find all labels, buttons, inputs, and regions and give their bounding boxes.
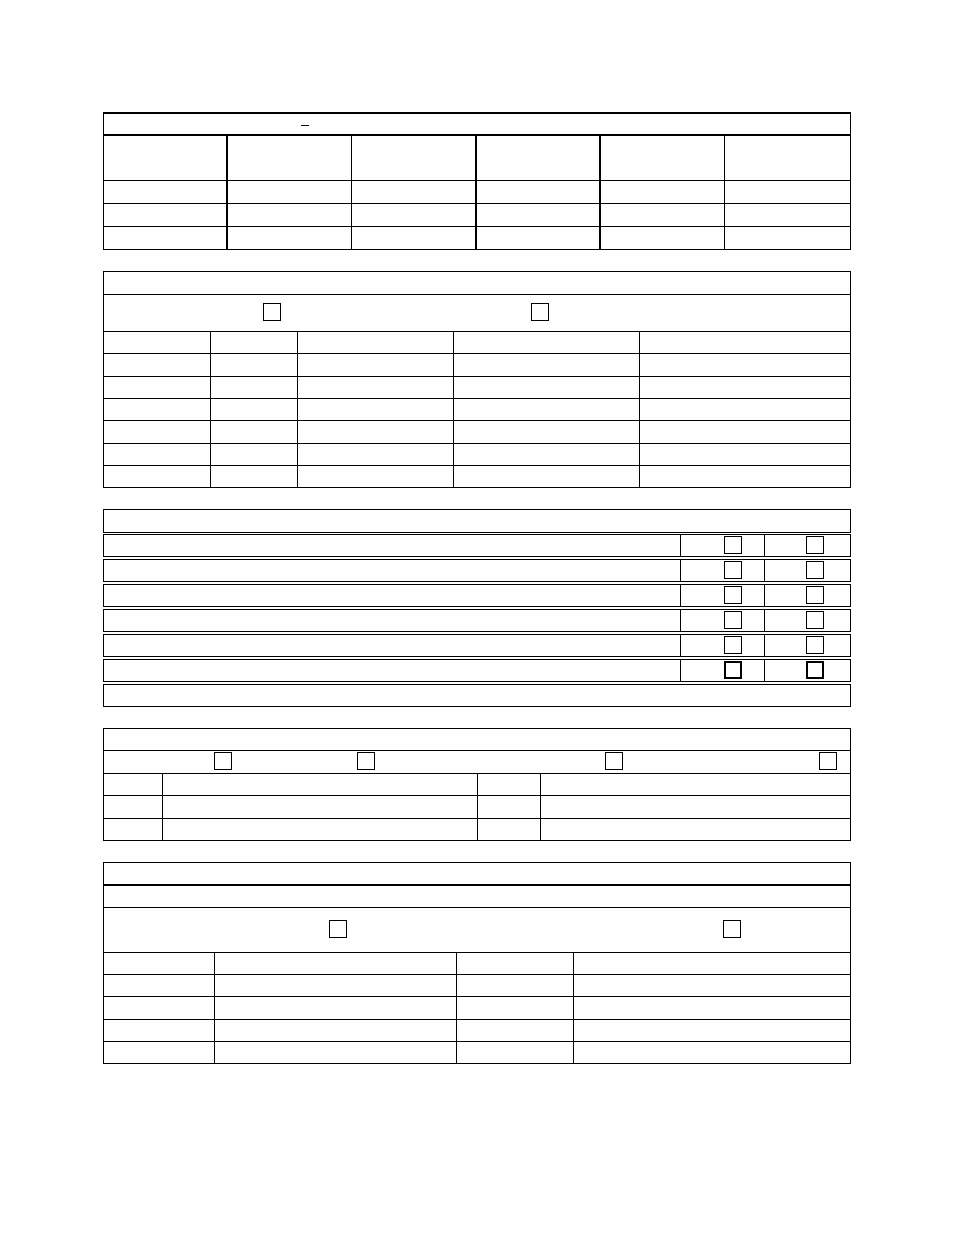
section-3-row-1-checkbox-1[interactable] bbox=[724, 536, 742, 554]
section-3-row-5-checkbox-2[interactable] bbox=[806, 636, 824, 654]
section-3-row-4-checkbox-1[interactable] bbox=[724, 611, 742, 629]
section-3-row-3-checkbox-1[interactable] bbox=[724, 586, 742, 604]
section-2-table bbox=[103, 271, 851, 488]
section-3-col-line bbox=[764, 584, 765, 607]
section-4-checkbox-4[interactable] bbox=[819, 752, 837, 770]
section-2-row-line bbox=[103, 376, 851, 377]
section-2-col-line bbox=[210, 331, 211, 487]
section-3-col-line bbox=[680, 584, 681, 607]
section-4-header-divider bbox=[103, 750, 851, 751]
section-3-footer-row bbox=[103, 684, 851, 707]
section-3-row-6-checkbox-1[interactable] bbox=[724, 661, 742, 679]
section-3-row-4-checkbox-2[interactable] bbox=[806, 611, 824, 629]
section-2-row-line bbox=[103, 331, 851, 332]
section-1-row-line bbox=[103, 203, 851, 204]
section-1-row-line bbox=[103, 226, 851, 227]
section-5-checkbox-1[interactable] bbox=[329, 920, 347, 938]
section-4-checkbox-1[interactable] bbox=[214, 752, 232, 770]
section-5-col-line bbox=[573, 952, 574, 1063]
section-3-row-3-checkbox-2[interactable] bbox=[806, 586, 824, 604]
section-2-row-line bbox=[103, 465, 851, 466]
section-5-col-line bbox=[456, 952, 457, 1063]
section-3-row-2-checkbox-2[interactable] bbox=[806, 561, 824, 579]
section-4-col-line bbox=[477, 773, 478, 840]
section-3-col-line bbox=[680, 634, 681, 657]
section-2-checkbox-2[interactable] bbox=[531, 303, 549, 321]
section-5-col-line bbox=[214, 952, 215, 1063]
section-3-col-line bbox=[680, 609, 681, 632]
section-2-row-line bbox=[103, 398, 851, 399]
section-3-col-line bbox=[764, 559, 765, 582]
section-5-header-divider bbox=[103, 884, 851, 886]
section-2-col-line bbox=[453, 331, 454, 487]
section-1-row-line bbox=[103, 180, 851, 181]
section-4-col-line bbox=[162, 773, 163, 840]
section-1-col-line bbox=[226, 135, 228, 249]
section-2-checkbox-1[interactable] bbox=[263, 303, 281, 321]
section-3-header bbox=[103, 509, 851, 533]
section-1-header-divider bbox=[103, 134, 851, 136]
section-3-col-line bbox=[680, 659, 681, 682]
section-3-col-line bbox=[680, 534, 681, 557]
section-1-col-line bbox=[599, 135, 601, 249]
section-1-col-line bbox=[724, 135, 725, 249]
section-3-col-line bbox=[764, 534, 765, 557]
section-3-col-line bbox=[764, 659, 765, 682]
section-5-checkbox-2[interactable] bbox=[723, 920, 741, 938]
section-3-col-line bbox=[680, 559, 681, 582]
section-3-col-line bbox=[764, 609, 765, 632]
section-3-row-1-checkbox-2[interactable] bbox=[806, 536, 824, 554]
section-5-table bbox=[103, 862, 851, 1064]
section-2-row-line bbox=[103, 420, 851, 421]
section-5-row-line bbox=[103, 996, 851, 997]
section-1-header-dash bbox=[301, 125, 309, 126]
section-2-header-divider bbox=[103, 294, 851, 295]
section-3-row-5-checkbox-1[interactable] bbox=[724, 636, 742, 654]
section-4-col-line bbox=[540, 773, 541, 840]
section-2-col-line bbox=[297, 331, 298, 487]
section-4-checkbox-2[interactable] bbox=[357, 752, 375, 770]
section-3-row-6-checkbox-2[interactable] bbox=[806, 661, 824, 679]
section-5-row-line bbox=[103, 1041, 851, 1042]
section-3-col-line bbox=[764, 634, 765, 657]
section-3-row-2-checkbox-1[interactable] bbox=[724, 561, 742, 579]
section-5-row-line bbox=[103, 974, 851, 975]
section-2-col-line bbox=[639, 331, 640, 487]
section-5-row-line bbox=[103, 1019, 851, 1020]
section-5-row-line bbox=[103, 952, 851, 953]
section-5-subheader-divider bbox=[103, 907, 851, 908]
section-2-row-line bbox=[103, 353, 851, 354]
section-1-col-line bbox=[351, 135, 352, 249]
section-1-col-line bbox=[475, 135, 477, 249]
section-1-table bbox=[103, 112, 851, 250]
section-2-row-line bbox=[103, 443, 851, 444]
section-4-checkbox-3[interactable] bbox=[605, 752, 623, 770]
